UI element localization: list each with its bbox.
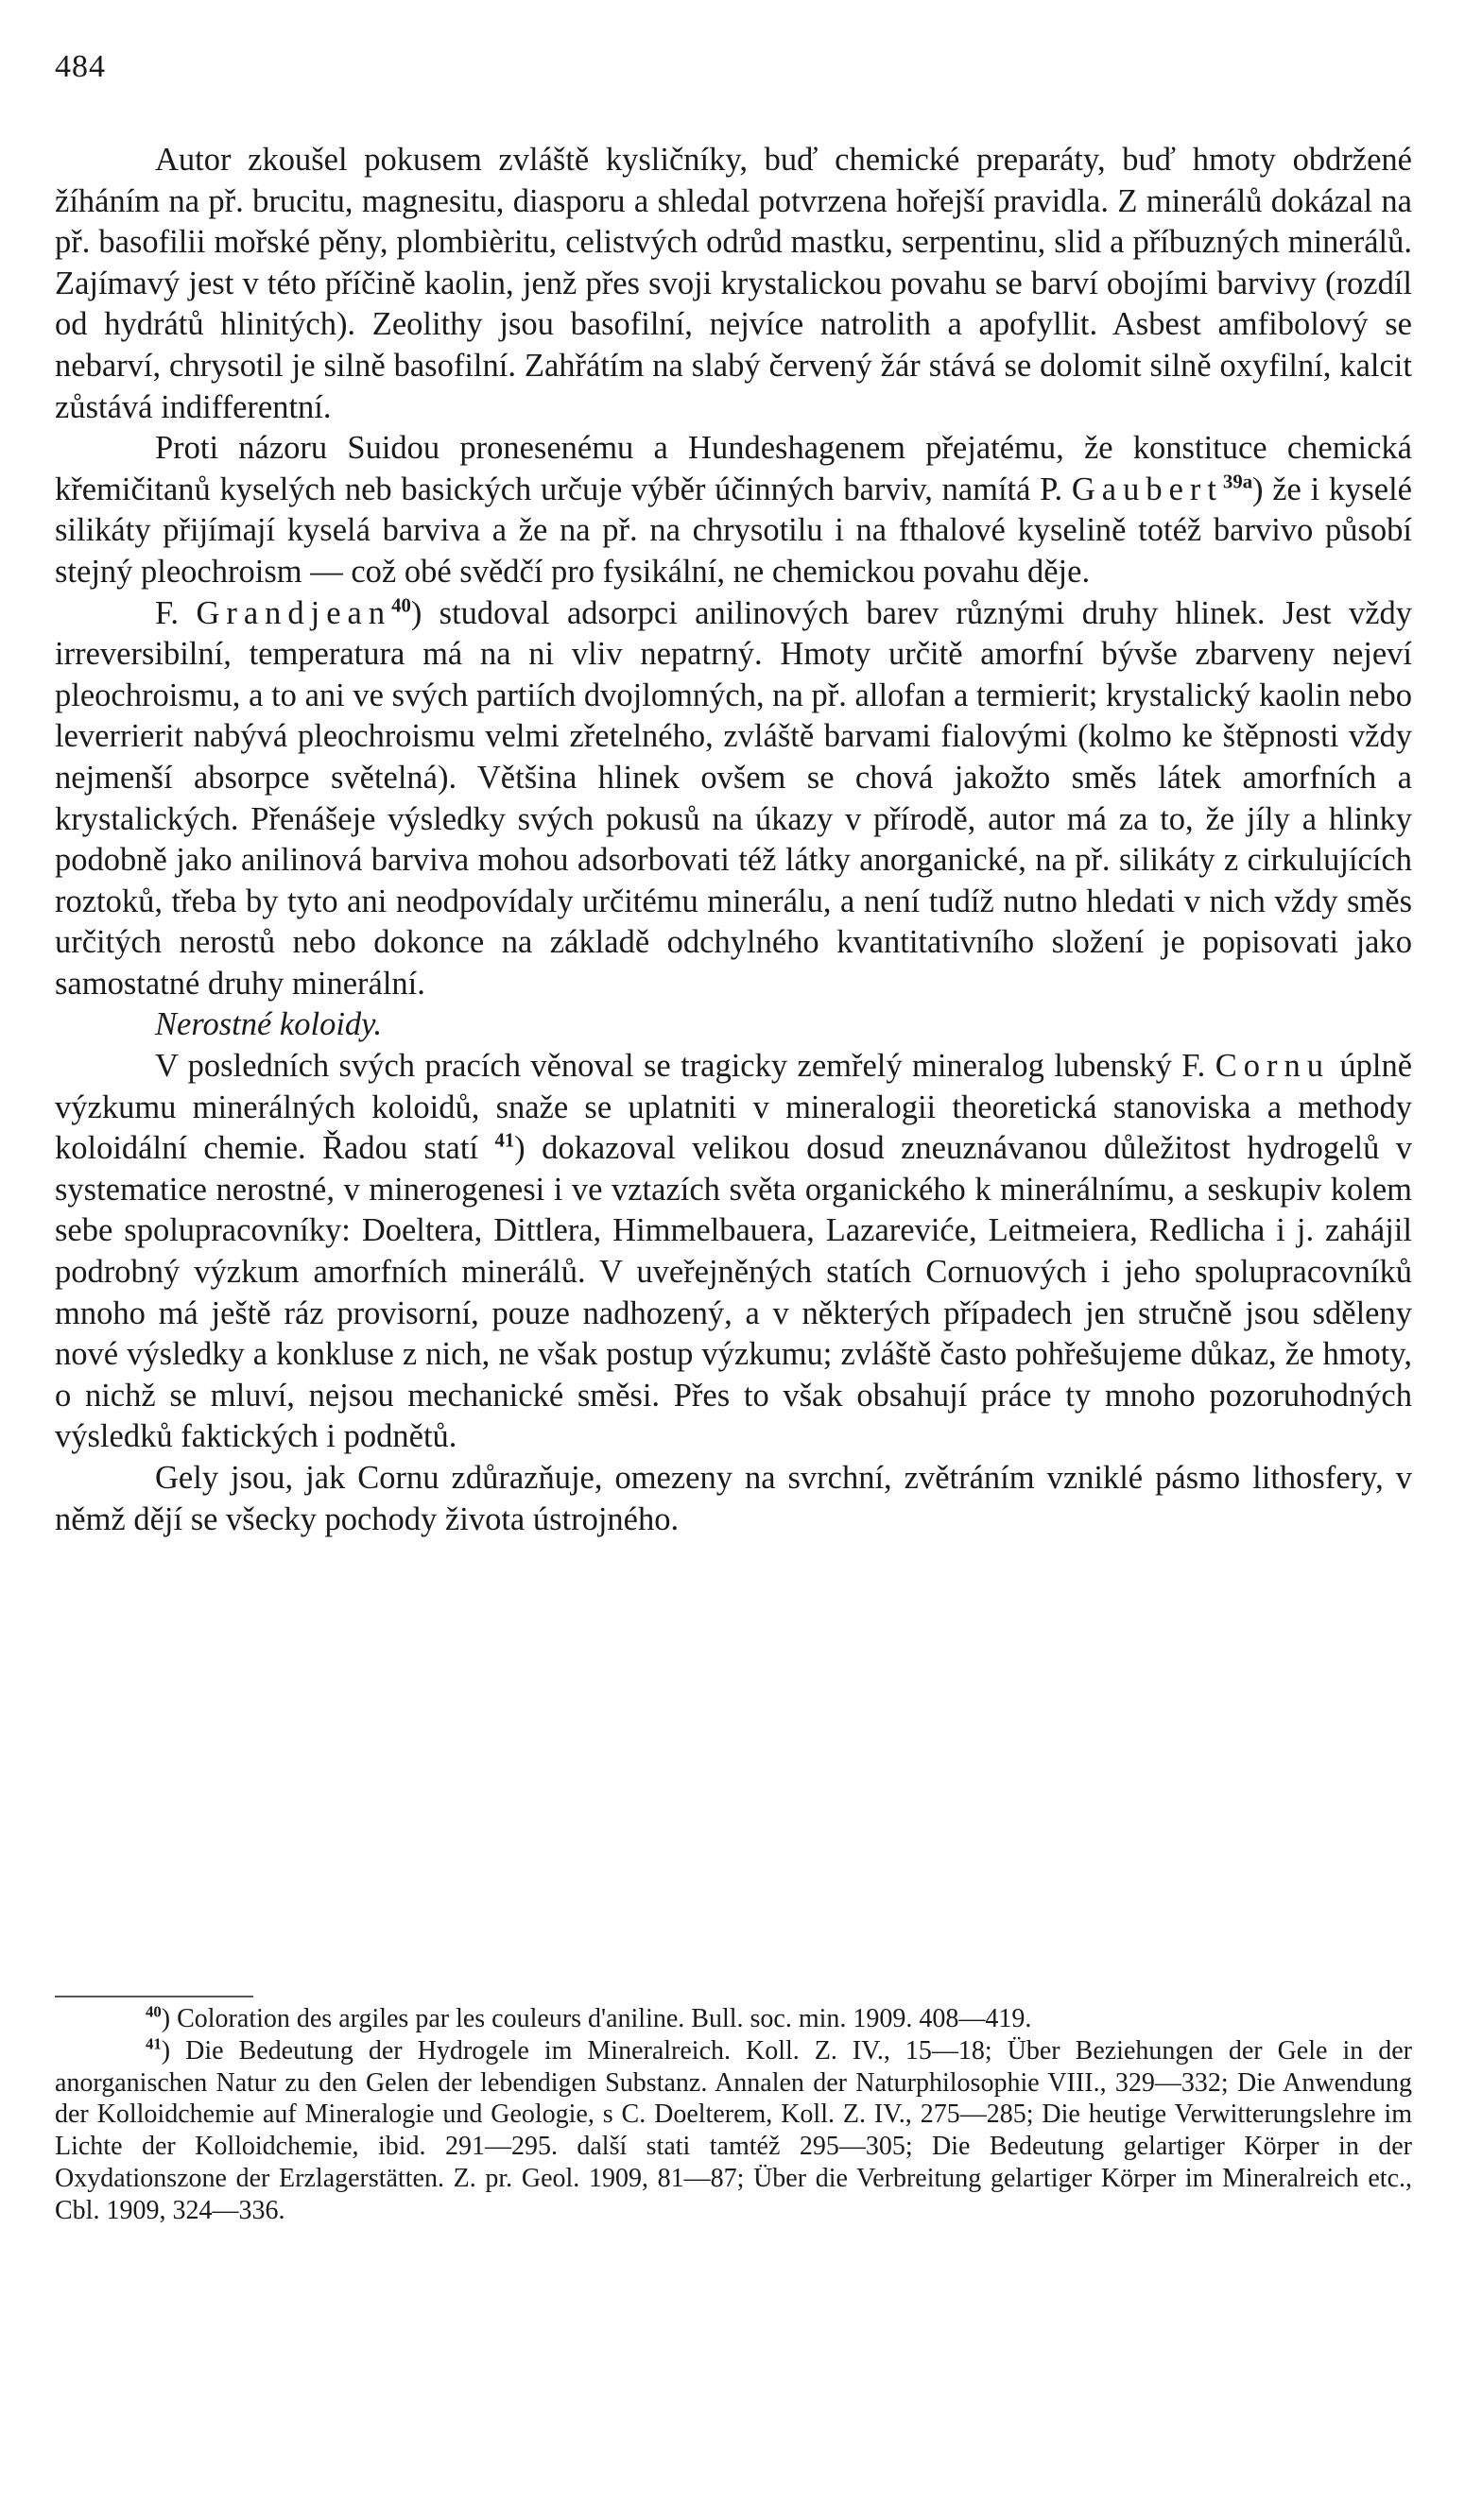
footnote-divider [55,1996,253,1997]
footnotes [55,2003,1412,2227]
author-name-cornu: Cornu [1215,1048,1330,1085]
footnote-41 [55,2035,1412,2227]
paragraph-cornu-text-b: úplně výzkumu minerálných koloidů, snaže se uplatniti v mineralogii theoretická stanoviska a methody koloidální chemie. Řadou statí [55,1048,1413,1167]
paragraph-cornu [55,1046,1412,1458]
footnote-ref-39a: 39a [1223,471,1253,493]
paragraph-cornu-text-c: ) dokazoval velikou dosud zneuznávanou důležitost hydrogelů v systematice nerostné, v minerogenesi i ve vztazích světa organického k minerálnímu, a seskupiv kolem sebe spolupracovníky: Doeltera, Dittlera, Himmelbauera, Lazareviće, Leitmeiera, Redlicha i j. zahájil podrobný výzkum amorfních minerálů. V uveřejněných statích Cornuových i jeho spolupracovníků mnoho má ještě ráz provisorní, pouze nadhozený, a v některých případech jen stručně jsou sděleny nové výsledky a konkluse z nich, ne však postup výzkumu; zvláště často pohřešujeme důkaz, že hmoty, o nichž se mluví, nejsou mechanické směsi. Přes to však obsahují práce ty mnoho pozoruhodných výsledků faktických i podnětů. [55,1130,1413,1455]
footnote-ref-41: 41 [494,1130,515,1152]
section-heading: Nerostné koloidy. [155,1006,383,1043]
paragraph-gels: Gely jsou, jak Cornu zdůrazňuje, omezeny na svrchní, zvětráním vzniklé pásmo lithosfery, v němž dějí se všecky pochody života ústrojného. [55,1460,1412,1537]
paragraph-gaubert-text-a: Proti názoru Suidou pronesenému a Hundeshagenem přejatému, že konstituce chemická křemičitanů kyselých neb basických určuje výběr účinných barviv, namítá P. [55,430,1412,507]
paragraph-grandjean-text: ) studoval adsorpci anilinových barev různými druhy hlinek. Jest vždy irreversibilní, temperatura má na ni vliv nepatrný. Hmoty určitě amorfní bývše zbarveny nejeví pleochroismu, a to ani ve svých partiích dvojlomných, na př. allofan a termierit; krystalický kaolin nebo leverrierit nabývá pleochroismu velmi zřetelného, zvláště barvami fialovými (kolmo ke štěpnosti vždy nejmenší absorpce světelná). Většina hlinek ovšem se chová jakožto směs látek amorfních a krystalických. Přenášeje výsledky svých pokusů na úkazy v přírodě, autor má za to, že jíly a hlinky podobně jako anilinová barviva mohou adsorbovati též látky anorganické, na př. silikáty z cirkulujících roztoků, třeba by tyto ani neodpovídaly určitému minerálu, a není tudíž nutno hledati v nich vždy směs určitých nerostů nebo dokonce na základě odchylného kvantitativního složení je popisovati jako samostatné druhy minerální. [55,594,1413,1002]
footnote-41-text: ) Die Bedeutung der Hydrogele im Mineralreich. Koll. Z. IV., 15—18; Über Beziehungen der Gele in der anorganischen Natur zu den Gelen der lebendigen Substanz. Annalen der Naturphilosophie VIII., 329—332; Die Anwendung der Kolloidchemie auf Mineralogie und Geologie, s C. Doelterem, Koll. Z. IV., 275—285; Die heutige Verwitterungslehre im Lichte der Kolloidchemie, ibid. 291—295. další stati tamtéž 295—305; Die Bedeutung gelartiger Körper in der Oxydationszone der Erzlagerstätten. Z. pr. Geol. 1909, 81—87; Über die Verbreitung gelartiger Körper im Mineralreich etc., Cbl. 1909, 324—336. [55,2035,1412,2225]
footnote-40-number: 40 [146,2002,162,2021]
page-number: 484 [55,49,106,84]
author-name-grandjean: Grandjean [196,594,392,631]
footnote-40-text: ) Coloration des argiles par les couleurs d'aniline. Bull. soc. min. 1909. 408—419. [161,2004,1032,2033]
paragraph-cornu-text-a: V posledních svých pracích věnoval se tragicky zemřelý mineralog lubenský F. [155,1048,1206,1085]
author-name-gaubert: Gaubert [1071,471,1223,507]
paragraph-grandjean [55,593,1412,1005]
main-text [55,140,1412,1540]
paragraph-gaubert-text-b: ) že i kyselé silikáty přijímají kyselá barviva a že na př. na chrysotilu i na fthalové kyselině totéž barvivo působí stejný pleochroism — což obé svědčí pro fysikální, ne chemickou povahu děje. [55,471,1412,590]
paragraph-gaubert [55,428,1412,592]
paragraph-grandjean-initial: F. [155,594,180,631]
footnote-ref-40: 40 [391,595,411,617]
footnote-41-number: 41 [146,2034,162,2053]
paragraph-oxides: Autor zkoušel pokusem zvláště kysličníky, buď chemické preparáty, buď hmoty obdržené žíháním na př. brucitu, magnesitu, diasporu a shledal potvrzena hořejší pravidla. Z minerálů dokázal na př. basofilii mořské pěny, plombièritu, celistvých odrůd mastku, serpentinu, slid a příbuzných minerálů. Zajímavý jest v této příčině kaolin, jenž přes svoji krystalickou povahu se barví obojími barvivy (rozdíl od hydrátů hlinitých). Zeolithy jsou basofilní, nejvíce natrolith a apofyllit. Asbest amfibolový se nebarví, chrysotil je silně basofilní. Zahřátím na slabý červený žár stává se dolomit silně oxyfilní, kalcit zůstává indifferentní. [55,142,1412,425]
footnote-40 [55,2003,1412,2035]
